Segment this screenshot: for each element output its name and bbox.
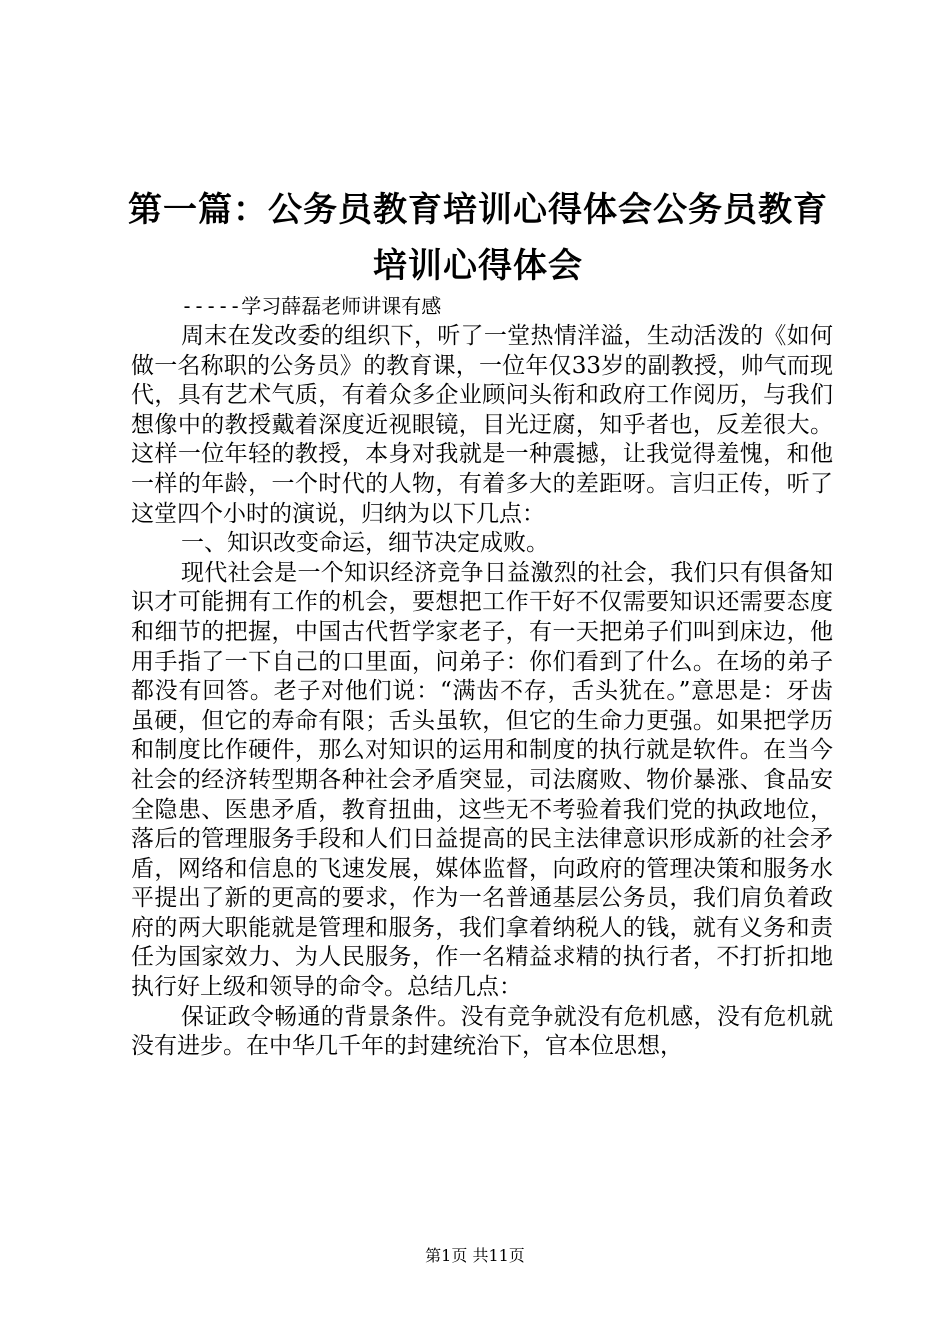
paragraph-intro: 周末在发改委的组织下，听了一堂热情洋溢，生动活泼的《如何做一名称职的公务员》的教育课，一位年仅33岁的副教授，帅气而现代，具有艺术气质，有着众多企业顾问头衔和政府工作阅历，与我们想像中的教授戴着深度近视眼镜，目光迂腐，知乎者也，反差很大。这样一位年轻的教授，本身对我就是一种震撼，让我觉得羞愧，和他一样的年龄，一个时代的人物，有着多大的差距呀。言归正传，听了这堂四个小时的演说，归纳为以下几点： bbox=[131, 323, 833, 527]
document-subtitle: -----学习薛磊老师讲课有感 bbox=[181, 294, 442, 318]
page-number-footer: 第1页 共11页 bbox=[425, 1246, 525, 1265]
paragraph-conditions: 保证政令畅通的背景条件。没有竞争就没有危机感，没有危机就没有进步。在中华几千年的封建统治下，官本位思想， bbox=[131, 1003, 833, 1060]
document-title: 第一篇：公务员教育培训心得体会公务员教育培训心得体会 bbox=[128, 190, 828, 286]
section-heading-1: 一、知识改变命运，细节决定成败。 bbox=[181, 530, 549, 557]
document-body bbox=[131, 292, 833, 1062]
paragraph-section-1: 现代社会是一个知识经济竞争日益激烈的社会，我们只有俱备知识才可能拥有工作的机会，要想把工作干好不仅需要知识还需要态度和细节的把握，中国古代哲学家老子，有一天把弟子们叫到床边，他用手指了一下自己的口里面，问弟子：你们看到了什么。在场的弟子都没有回答。老子对他们说：“满齿不存，舌头犹在。”意思是：牙齿虽硬，但它的寿命有限；舌头虽软，但它的生命力更强。如果把学历和制度比作硬件，那么对知识的运用和制度的执行就是软件。在当今社会的经济转型期各种社会矛盾突显，司法腐败、物价暴涨、食品安全隐患、医患矛盾，教育扭曲，这些无不考验着我们党的执政地位，落后的管理服务手段和人们日益提高的民主法律意识形成新的社会矛盾，网络和信息的飞速发展，媒体监督，向政府的管理决策和服务水平提出了新的更高的要求，作为一名普通基层公务员，我们肩负着政府的两大职能就是管理和服务，我们拿着纳税人的钱，就有义务和责任为国家效力、为人民服务，作一名精益求精的执行者，不打折扣地执行好上级和领导的命令。总结几点： bbox=[131, 559, 833, 1001]
